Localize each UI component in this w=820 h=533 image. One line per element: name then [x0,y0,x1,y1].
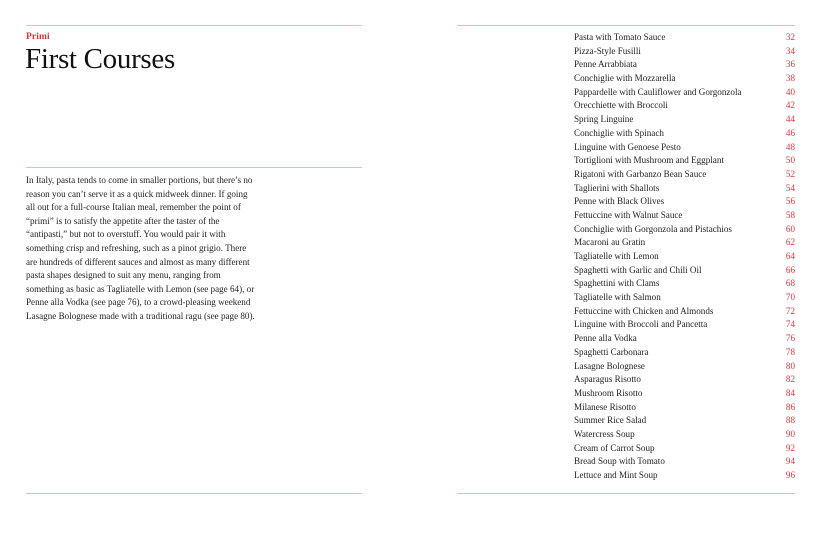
toc-entry[interactable] [574,141,795,155]
toc-entry[interactable] [574,414,795,428]
toc-entry[interactable] [574,209,795,223]
toc-entry-title: Fettuccine with Walnut Sauce [574,209,683,220]
toc-entry-page-number: 92 [785,442,795,453]
toc-entry-page-number: 60 [785,223,795,234]
toc-entry-title: Rigatoni with Garbanzo Bean Sauce [574,168,707,179]
toc-entry[interactable] [574,277,795,291]
toc-entry-title: Linguine with Genoese Pesto [574,141,681,152]
toc-entry-page-number: 66 [785,264,795,275]
toc-entry[interactable] [574,387,795,401]
toc-entry-page-number: 94 [785,456,795,467]
toc-entry[interactable] [574,360,795,374]
toc-entry[interactable] [574,31,795,45]
toc-entry-page-number: 40 [785,86,795,97]
toc-entry[interactable] [574,113,795,127]
toc-entry-page-number: 58 [785,209,795,220]
toc-entry[interactable] [574,442,795,456]
toc-entry[interactable] [574,305,795,319]
toc-entry-title: Linguine with Broccoli and Pancetta [574,319,708,330]
toc-entry[interactable] [574,195,795,209]
toc-entry[interactable] [574,168,795,182]
toc-entry-page-number: 76 [785,333,795,344]
toc-entry-page-number: 88 [785,415,795,426]
toc-entry[interactable] [574,86,795,100]
toc-entry-page-number: 96 [785,470,795,480]
toc-entry-title: Bread Soup with Tomato [574,456,665,467]
toc-entry[interactable] [574,45,795,59]
toc-entry[interactable] [574,99,795,113]
toc-entry-title: Tortiglioni with Mushroom and Eggplant [574,155,724,166]
toc-entry-page-number: 38 [785,73,795,84]
toc-entry-page-number: 46 [785,127,795,138]
toc-entry-title: Lasagne Bolognese [574,360,645,371]
toc-entry[interactable] [574,318,795,332]
toc-entry[interactable] [574,264,795,278]
toc-entry-page-number: 72 [785,305,795,316]
toc-entry-title: Taglierini with Shallots [574,182,660,193]
toc-entry[interactable] [574,250,795,264]
toc-entry-page-number: 48 [785,141,795,152]
toc-entry-title: Watercress Soup [574,428,635,439]
toc-entry-page-number: 56 [785,196,795,207]
toc-entry[interactable] [574,182,795,196]
toc-entry-page-number: 90 [785,428,795,439]
toc-entry-title: Milanese Risotto [574,401,636,412]
toc-entry-title: Spring Linguine [574,114,634,125]
toc-entry-page-number: 62 [785,237,795,248]
toc-entry-page-number: 80 [785,360,795,371]
toc-entry-page-number: 34 [785,45,795,56]
toc-entry-title: Macaroni au Gratin [574,237,646,248]
toc-entry-page-number: 78 [785,346,795,357]
toc-entry-page-number: 54 [785,182,795,193]
toc-entry-title: Summer Rice Salad [574,415,647,426]
toc-entry[interactable] [574,58,795,72]
toc-entry-title: Penne with Black Olives [574,196,665,207]
toc-entry-title: Mushroom Risotto [574,387,643,398]
toc-entry[interactable] [574,428,795,442]
toc-entry-title: Pappardelle with Cauliflower and Gorgonzola [574,86,742,97]
left-top-divider [26,25,362,26]
toc-entry[interactable] [574,455,795,469]
left-bottom-divider [26,493,362,494]
toc-entry-title: Conchiglie with Spinach [574,127,664,138]
toc-entry-page-number: 74 [785,319,795,330]
toc-entry[interactable] [574,401,795,415]
toc-entry-title: Spaghetti Carbonara [574,346,649,357]
toc-entry-page-number: 70 [785,292,795,303]
toc-entry[interactable] [574,127,795,141]
toc-entry-title: Pasta with Tomato Sauce [574,32,666,42]
toc-entry-page-number: 86 [785,401,795,412]
right-top-divider [457,25,795,26]
toc-entry-page-number: 68 [785,278,795,289]
toc-entry-title: Conchiglie with Mozzarella [574,73,676,84]
page-title: First Courses [25,43,175,75]
toc-entry-title: Conchiglie with Gorgonzola and Pistachios [574,223,732,234]
toc-entry[interactable] [574,223,795,237]
toc-entry-title: Asparagus Risotto [574,374,641,385]
toc-entry-title: Pizza-Style Fusilli [574,45,641,56]
toc-entry-title: Fettuccine with Chicken and Almonds [574,305,714,316]
recipe-contents-list [574,31,795,483]
toc-entry-page-number: 32 [785,32,795,42]
toc-entry[interactable] [574,72,795,86]
toc-entry-title: Penne alla Vodka [574,333,637,344]
toc-entry-page-number: 44 [785,114,795,125]
toc-entry-page-number: 36 [785,59,795,70]
toc-entry[interactable] [574,332,795,346]
toc-entry[interactable] [574,469,795,483]
right-bottom-divider [457,493,795,494]
toc-entry[interactable] [574,346,795,360]
toc-entry-title: Cream of Carrot Soup [574,442,655,453]
toc-entry-page-number: 52 [785,168,795,179]
toc-entry-title: Spaghettini with Clams [574,278,660,289]
intro-paragraph: In Italy, pasta tends to come in smaller portions, but there’s no reason you can’t serve it as a quick midweek dinner. If going all out for a full-course Italian meal, remember the point of “primi” is to satisfy the appetite after the taster of the “antipasti,” but not to overstuff. You would pair it with something crisp and refreshing, such as a pinot grigio. There are hundreds of different sauces and almost as many different pasta shapes designed to suit any menu, ranging from something as basic as Tagliatelle with Lemon (see page 64), or Penne alla Vodka (see page 76), to a crowd-pleasing weekend Lasagne Bolognese made with a traditional ragu (see page 80). [26,175,255,321]
toc-entry-page-number: 64 [785,251,795,261]
left-mid-divider [26,167,362,168]
toc-entry-title: Penne Arrabbiata [574,59,637,70]
toc-entry-page-number: 84 [785,387,795,398]
toc-entry-title: Lettuce and Mint Soup [574,470,658,480]
toc-entry[interactable] [574,154,795,168]
section-kicker: Primi [26,32,50,42]
toc-entry[interactable] [574,373,795,387]
toc-entry-title: Orecchiette with Broccoli [574,100,668,111]
toc-entry-page-number: 42 [785,100,795,111]
toc-entry-page-number: 82 [785,374,795,385]
toc-entry[interactable] [574,291,795,305]
toc-entry-title: Tagliatelle with Salmon [574,292,661,303]
toc-entry-page-number: 50 [785,155,795,166]
toc-entry-title: Tagliatelle with Lemon [574,251,659,261]
toc-entry[interactable] [574,236,795,250]
toc-entry-title: Spaghetti with Garlic and Chili Oil [574,264,702,275]
